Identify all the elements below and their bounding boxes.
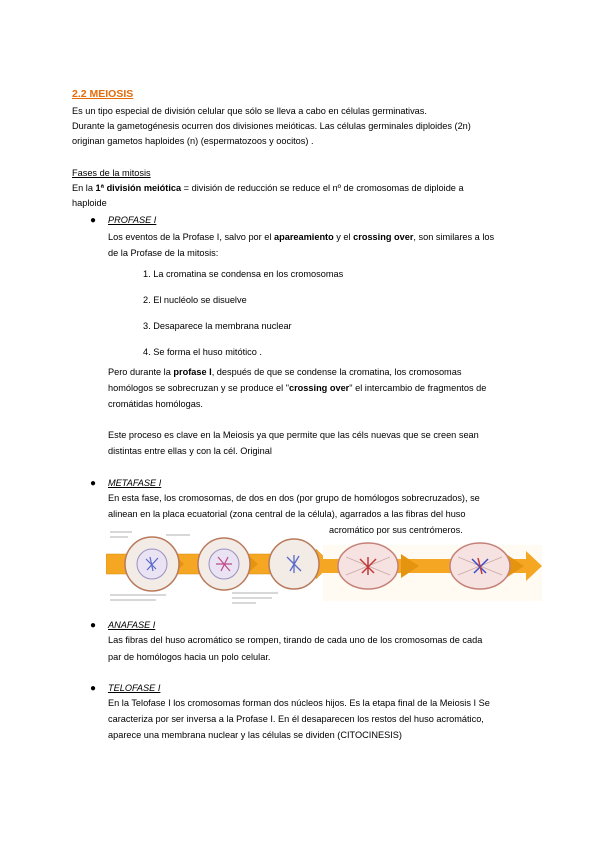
intro-line-1: Es un tipo especial de división celular que sólo se lleva a cabo en células germinativas. [72,106,427,116]
fases-line-1: En la 1ª división meiótica = división de reducción se reduce el nº de cromosomas de diploide a [72,183,464,193]
metafase-line-3: acromático por sus centrómeros. [329,525,463,535]
telofase-line-3: aparece una membrana nuclear y las células se dividen (CITOCINESIS) [108,730,402,740]
intro-line-3: originan gametos haploides (n) (espermatozoos y oocitos) . [72,136,314,146]
metafase-line-1: En esta fase, los cromosomas, de dos en dos (por grupo de homólogos sobrecruzados), se [108,493,480,503]
bullet-icon: ● [90,620,97,631]
profase-p3-line-2: distintas entre ellas y con la cél. Original [108,446,272,456]
profase-p2-line-1: Pero durante la profase I, después de que se condense la cromatina, los cromosomas [108,367,462,377]
metafase-line-2: alinean en la placa ecuatorial (zona central de la célula), agarrados a las fibras del huso [108,509,466,519]
fases-title: Fases de la mitosis [72,168,151,178]
metafase-title: METAFASE I [108,478,162,488]
anafase-line-2: par de homólogos hacia un polo celular. [108,652,271,662]
fases-line-2: haploide [72,198,107,208]
profase-list-item: 3. Desaparece la membrana nuclear [143,321,292,331]
telofase-line-2: caracteriza por ser inversa a la Profase I. En él desaparecen los restos del huso acromático, [108,714,484,724]
profase-list-item: 1. La cromatina se condensa en los cromosomas [143,269,344,279]
profase-p2-line-2: homólogos se sobrecruzan y se produce el "crossing over" el intercambio de fragmentos de [108,383,487,393]
anafase-line-1: Las fibras del huso acromático se rompen, tirando de cada uno de los cromosomas de cada [108,635,483,645]
telofase-line-1: En la Telofase I los cromosomas forman dos núcleos hijos. Es la etapa final de la Meiosis I Se [108,698,490,708]
telofase-title: TELOFASE I [108,683,161,693]
meiosis-diagram-image [106,527,542,607]
section-heading: 2.2 MEIOSIS [72,88,134,100]
anafase-title: ANAFASE I [108,620,156,630]
profase-list-item: 2. El nucléolo se disuelve [143,295,247,305]
profase-list-item: 4. Se forma el huso mitótico . [143,347,262,357]
bullet-icon: ● [90,683,97,694]
profase-p3-line-1: Este proceso es clave en la Meiosis ya que permite que las céls nuevas que se creen sean [108,430,479,440]
intro-line-2: Durante la gametogénesis ocurren dos divisiones meióticas. Las células germinales diploides (2n) [72,121,471,131]
profase-title: PROFASE I [108,215,157,225]
profase-p2-line-3: cromátidas homólogas. [108,399,203,409]
profase-p1-line-1: Los eventos de la Profase I, salvo por el apareamiento y el crossing over, son similares a los [108,232,495,242]
profase-p1-line-2: de la Profase de la mitosis: [108,248,219,258]
bullet-icon: ● [90,215,97,226]
bullet-icon: ● [90,478,97,489]
